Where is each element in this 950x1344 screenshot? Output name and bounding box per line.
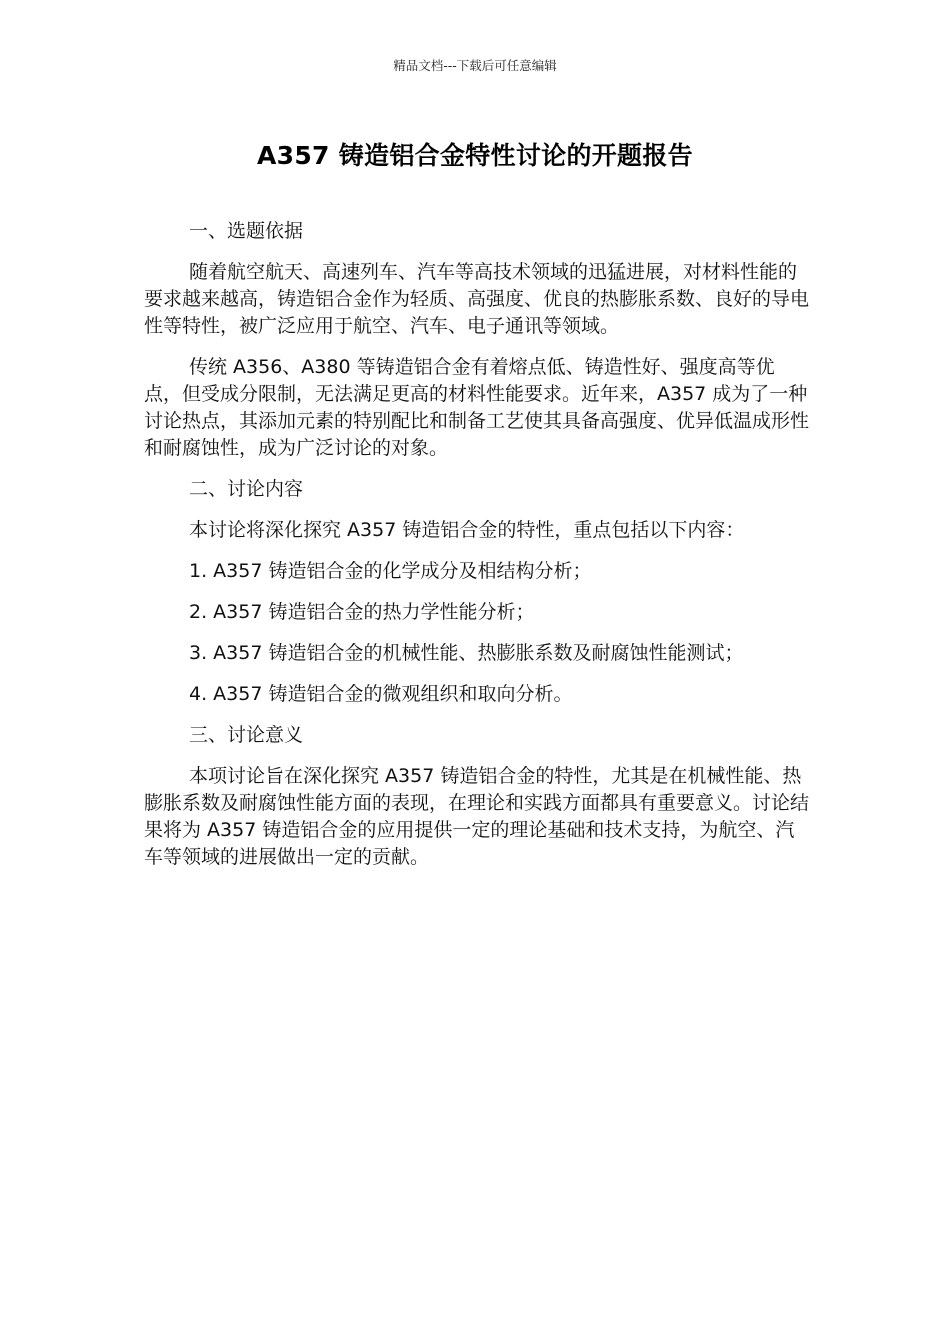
document-title: A357 铸造铝合金特性讨论的开题报告 xyxy=(257,141,693,170)
header-note: 精品文档---下载后可任意编辑 xyxy=(393,58,557,73)
paragraph: 本讨论将深化探究 A357 铸造铝合金的特性，重点包括以下内容： xyxy=(189,519,745,541)
section-heading-significance: 三、讨论意义 xyxy=(189,724,304,746)
section-heading-content: 二、讨论内容 xyxy=(189,478,304,500)
paragraph: 传统 A356、A380 等铸造铝合金有着熔点低、铸造性好、强度高等优点，但受成分限制，无法满足更高的材料性能要求。近年来，A357 成为了一种讨论热点，其添加元素的特别配比和制备工艺使其具备高强度、优异低温成形性和耐腐蚀性，成为广泛讨论的对象。 xyxy=(144,356,810,459)
document-body xyxy=(144,218,810,885)
section-heading-basis: 一、选题依据 xyxy=(189,220,304,242)
list-item: 4. A357 铸造铝合金的微观组织和取向分析。 xyxy=(189,683,573,705)
paragraph: 本项讨论旨在深化探究 A357 铸造铝合金的特性，尤其是在机械性能、热膨胀系数及耐腐蚀性能方面的表现，在理论和实践方面都具有重要意义。讨论结果将为 A357 铸造铝合金的应用提供一定的理论基础和技术支持，为航空、汽车等领域的进展做出一定的贡献。 xyxy=(144,765,810,868)
list-item: 3. A357 铸造铝合金的机械性能、热膨胀系数及耐腐蚀性能测试； xyxy=(189,642,744,664)
list-item: 2. A357 铸造铝合金的热力学性能分析； xyxy=(189,601,535,623)
paragraph: 随着航空航天、高速列车、汽车等高技术领域的迅猛进展，对材料性能的要求越来越高，铸造铝合金作为轻质、高强度、优良的热膨胀系数、良好的导电性等特性，被广泛应用于航空、汽车、电子通讯等领域。 xyxy=(144,261,810,337)
list-item: 1. A357 铸造铝合金的化学成分及相结构分析； xyxy=(189,560,592,582)
